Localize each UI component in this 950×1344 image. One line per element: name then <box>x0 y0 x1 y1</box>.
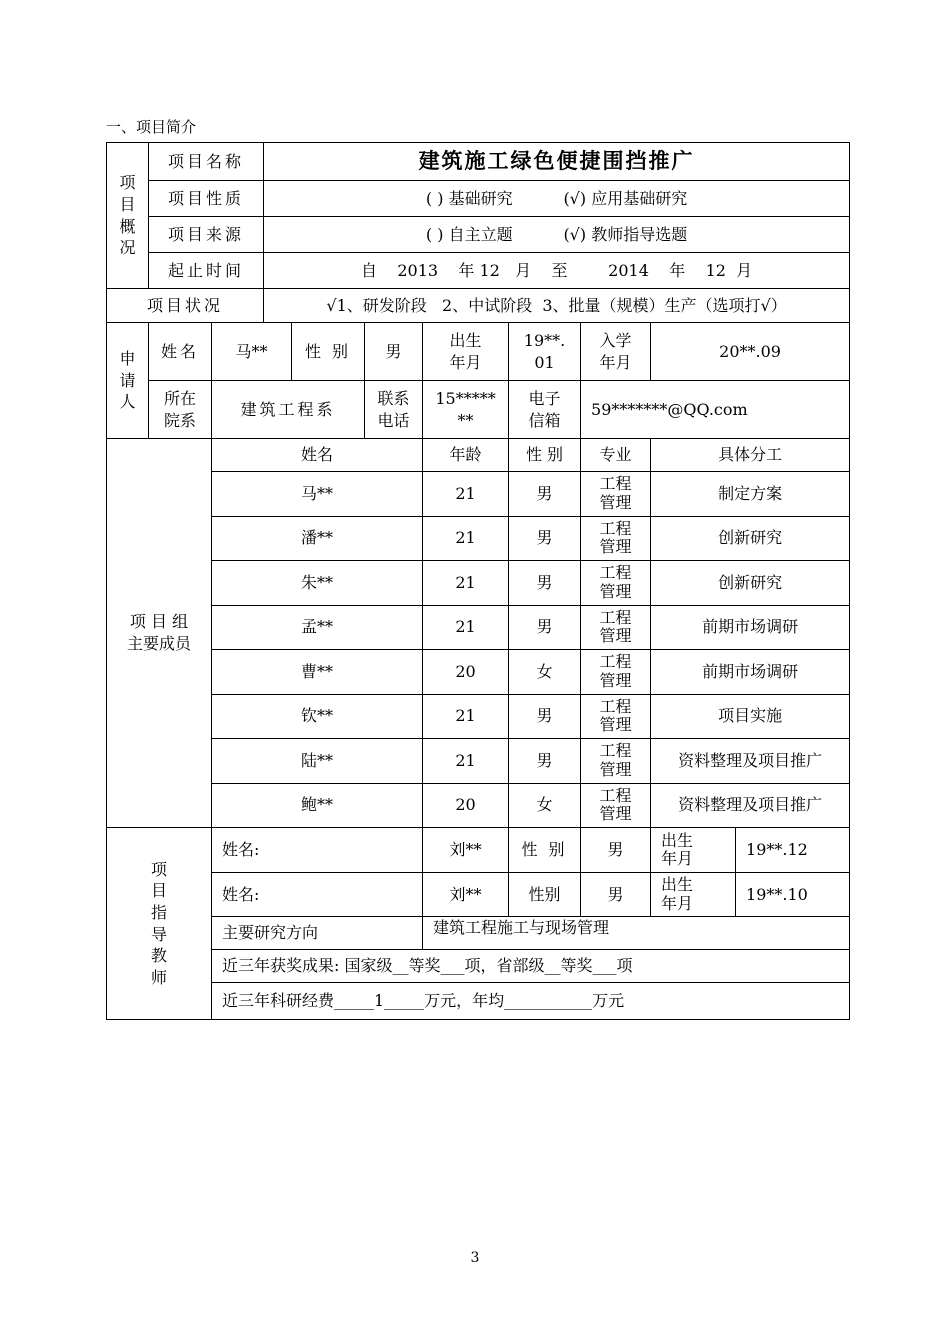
member-major: 工程 管理 <box>581 472 651 517</box>
advisor-birth-label: 出生 年月 <box>651 873 736 917</box>
member-name: 马** <box>212 472 423 517</box>
table-row <box>107 605 850 650</box>
members-header-age: 年龄 <box>423 439 509 472</box>
applicant-group-label: 申 请 人 <box>107 323 149 439</box>
member-gender: 男 <box>509 516 581 561</box>
table-row <box>107 650 850 695</box>
advisor-gender-value: 男 <box>581 873 651 917</box>
member-duty: 创新研究 <box>651 561 850 606</box>
table-row <box>107 472 850 517</box>
applicant-enroll-label: 入学 年月 <box>581 323 651 381</box>
applicant-phone-value: 15***** ** <box>423 381 509 439</box>
section-heading: 一、项目简介 <box>106 118 197 136</box>
project-time-label: 起止时间 <box>149 253 264 289</box>
member-duty: 前期市场调研 <box>651 650 850 695</box>
overview-group-label: 项 目 概 况 <box>107 143 149 289</box>
member-name: 陆** <box>212 739 423 784</box>
project-source-value: ( ) 自主立题 (√) 教师指导选题 <box>264 217 850 253</box>
advisor-name-value: 刘** <box>423 873 509 917</box>
applicant-name-value: 马** <box>212 323 292 381</box>
members-header-duty: 具体分工 <box>651 439 850 472</box>
member-age: 20 <box>423 783 509 828</box>
applicant-dept-value: 建筑工程系 <box>212 381 365 439</box>
applicant-dept-label: 所在 院系 <box>149 381 212 439</box>
member-age: 21 <box>423 605 509 650</box>
applicant-gender-label: 性 别 <box>292 323 365 381</box>
member-name: 朱** <box>212 561 423 606</box>
member-major: 工程 管理 <box>581 694 651 739</box>
member-duty: 创新研究 <box>651 516 850 561</box>
table-row <box>107 739 850 784</box>
member-major: 工程 管理 <box>581 650 651 695</box>
member-name: 钦** <box>212 694 423 739</box>
table-row <box>107 561 850 606</box>
member-age: 21 <box>423 516 509 561</box>
member-gender: 男 <box>509 472 581 517</box>
project-nature-label: 项目性质 <box>149 181 264 217</box>
research-direction-value: 建筑工程施工与现场管理 <box>423 917 850 950</box>
member-duty: 制定方案 <box>651 472 850 517</box>
applicant-gender-value: 男 <box>365 323 423 381</box>
project-nature-value: ( ) 基础研究 (√) 应用基础研究 <box>264 181 850 217</box>
member-duty: 资料整理及项目推广 <box>651 783 850 828</box>
member-major: 工程 管理 <box>581 561 651 606</box>
member-duty: 项目实施 <box>651 694 850 739</box>
members-header-name: 姓名 <box>212 439 423 472</box>
project-name-value: 建筑施工绿色便捷围挡推广 <box>418 148 695 174</box>
members-group-label: 项 目 组 主要成员 <box>107 439 212 828</box>
applicant-email-label: 电子 信箱 <box>509 381 581 439</box>
advisor-birth-label: 出生 年月 <box>651 828 736 873</box>
member-gender: 女 <box>509 650 581 695</box>
member-age: 21 <box>423 472 509 517</box>
advisor-name-value: 刘** <box>423 828 509 873</box>
member-major: 工程 管理 <box>581 783 651 828</box>
project-status-label: 项目状况 <box>107 289 264 323</box>
project-time-value: 自 2013 年 12 月 至 2014 年 12 月 <box>264 253 850 289</box>
member-gender: 男 <box>509 561 581 606</box>
member-duty: 资料整理及项目推广 <box>651 739 850 784</box>
members-header-major: 专业 <box>581 439 651 472</box>
member-name: 鲍** <box>212 783 423 828</box>
project-name-label: 项目名称 <box>149 143 264 181</box>
member-age: 21 <box>423 561 509 606</box>
project-form-table <box>106 142 850 1020</box>
member-age: 21 <box>423 694 509 739</box>
applicant-email-value: 59*******@QQ.com <box>581 381 850 439</box>
member-name: 孟** <box>212 605 423 650</box>
member-age: 21 <box>423 739 509 784</box>
member-name: 潘** <box>212 516 423 561</box>
project-source-label: 项目来源 <box>149 217 264 253</box>
table-row <box>107 516 850 561</box>
member-gender: 男 <box>509 694 581 739</box>
advisor-birth-value: 19**.12 <box>736 828 850 873</box>
member-age: 20 <box>423 650 509 695</box>
members-header-gender: 性 别 <box>509 439 581 472</box>
table-row <box>107 783 850 828</box>
advisor-gender-label: 性别 <box>509 873 581 917</box>
table-row <box>107 694 850 739</box>
project-status-value: √1、研发阶段 2、中试阶段 3、批量（规模）生产（选项打√） <box>264 289 850 323</box>
member-major: 工程 管理 <box>581 516 651 561</box>
advisor-birth-value: 19**.10 <box>736 873 850 917</box>
member-major: 工程 管理 <box>581 739 651 784</box>
applicant-birth-label: 出生 年月 <box>423 323 509 381</box>
advisor-gender-value: 男 <box>581 828 651 873</box>
applicant-name-label: 姓名 <box>149 323 212 381</box>
member-gender: 男 <box>509 605 581 650</box>
research-direction-label: 主要研究方向 <box>212 917 423 950</box>
member-major: 工程 管理 <box>581 605 651 650</box>
advisor-name-label: 姓名: <box>212 828 423 873</box>
funding-text: 近三年科研经费_____1_____万元，年均___________万元 <box>212 983 850 1020</box>
member-gender: 女 <box>509 783 581 828</box>
member-duty: 前期市场调研 <box>651 605 850 650</box>
advisor-gender-label: 性 别 <box>509 828 581 873</box>
advisors-group-label: 项 目 指 导 教 师 <box>107 828 212 1020</box>
page-number: 3 <box>470 1250 480 1266</box>
member-gender: 男 <box>509 739 581 784</box>
awards-text: 近三年获奖成果: 国家级__等奖___项，省部级__等奖___项 <box>212 950 850 983</box>
applicant-birth-value: 19**. 01 <box>509 323 581 381</box>
member-name: 曹** <box>212 650 423 695</box>
advisor-name-label: 姓名: <box>212 873 423 917</box>
applicant-enroll-value: 20**.09 <box>651 323 850 381</box>
applicant-phone-label: 联系 电话 <box>365 381 423 439</box>
